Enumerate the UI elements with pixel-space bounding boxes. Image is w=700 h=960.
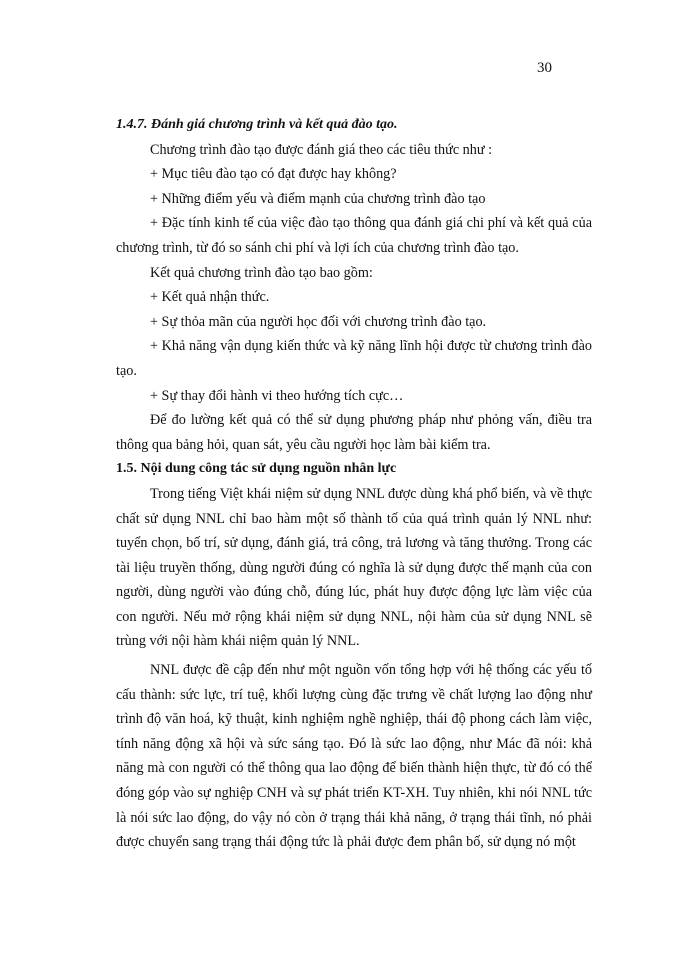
page-number: 30 <box>537 60 552 76</box>
bullet-item: + Kết quả nhận thức. <box>150 289 270 306</box>
paragraph: Để đo lường kết quả có thể sử dụng phương pháp như phỏng vấn, điều tra thông qua bảng hỏi, quan sát, yêu cầu người học làm bài kiểm tra. <box>116 412 592 453</box>
bullet-item: + Những điểm yếu và điểm mạnh của chương trình đào tạo <box>150 190 486 207</box>
bullet-item: + Sự thay đổi hành vi theo hướng tích cực… <box>150 387 404 404</box>
paragraph: Kết quả chương trình đào tạo bao gồm: <box>150 264 373 281</box>
bullet-item: + Khả năng vận dụng kiến thức và kỹ năng lĩnh hội được từ chương trình đào tạo. <box>116 338 592 379</box>
section-heading-1-5: 1.5. Nội dung công tác sử dụng nguồn nhân lực <box>116 461 397 477</box>
section-heading-1-4-7: 1.4.7. Đánh giá chương trình và kết quả đào tạo. <box>116 117 398 132</box>
bullet-item: + Sự thỏa mãn của người học đối với chương trình đào tạo. <box>150 313 487 330</box>
paragraph: Trong tiếng Việt khái niệm sử dụng NNL được dùng khá phổ biến, và về thực chất sử dụng NNL chỉ bao hàm một số thành tố của quá trình quản lý NNL như: tuyển chọn, bố trí, sử dụng, đánh giá, trả công, trả lương và tăng thưởng. Trong các tài liệu truyền thống, dùng người đúng có nghĩa là sử dụng được thế mạnh của con người, dùng người vào đúng chỗ, đúng lúc, phát huy được động lực làm việc của con người. Nếu mở rộng khái niệm sử dụng NNL, nội hàm của sử dụng NNL sẽ trùng với nội hàm khái niệm quản lý NNL. <box>116 485 592 650</box>
paragraph: NNL được đề cập đến như một nguồn vốn tổng hợp với hệ thống các yếu tố cấu thành: sức lực, trí tuệ, khối lượng cùng đặc trưng về chất lượng lao động như trình độ văn hoá, kỹ thuật, kinh nghiệm nghề nghiệp, thái độ phong cách làm việc, tính năng động xã hội và sức sáng tạo. Đó là sức lao động, như Mác đã nói: khả năng mà con người có thể thông qua lao động để biến thành hiện thực, từ đó có thể đóng góp vào sự nghiệp CNH và sự phát triển KT-XH. Tuy nhiên, khi nói NNL tức là nói sức lao động, do vậy nó còn ở trạng thái khả năng, ở trạng thái tĩnh, nó phải được chuyển sang trạng thái động tức là phải được đem phân bố, sử dụng nó một <box>116 662 592 851</box>
bullet-item: + Mục tiêu đào tạo có đạt được hay không? <box>150 166 397 183</box>
document-body <box>116 113 592 855</box>
paragraph: Chương trình đào tạo được đánh giá theo các tiêu thức như : <box>150 141 493 158</box>
bullet-item: + Đặc tính kinh tế của việc đào tạo thông qua đánh giá chi phí và kết quả của chương trình, từ đó so sánh chi phí và lợi ích của chương trình đào tạo. <box>116 215 592 256</box>
